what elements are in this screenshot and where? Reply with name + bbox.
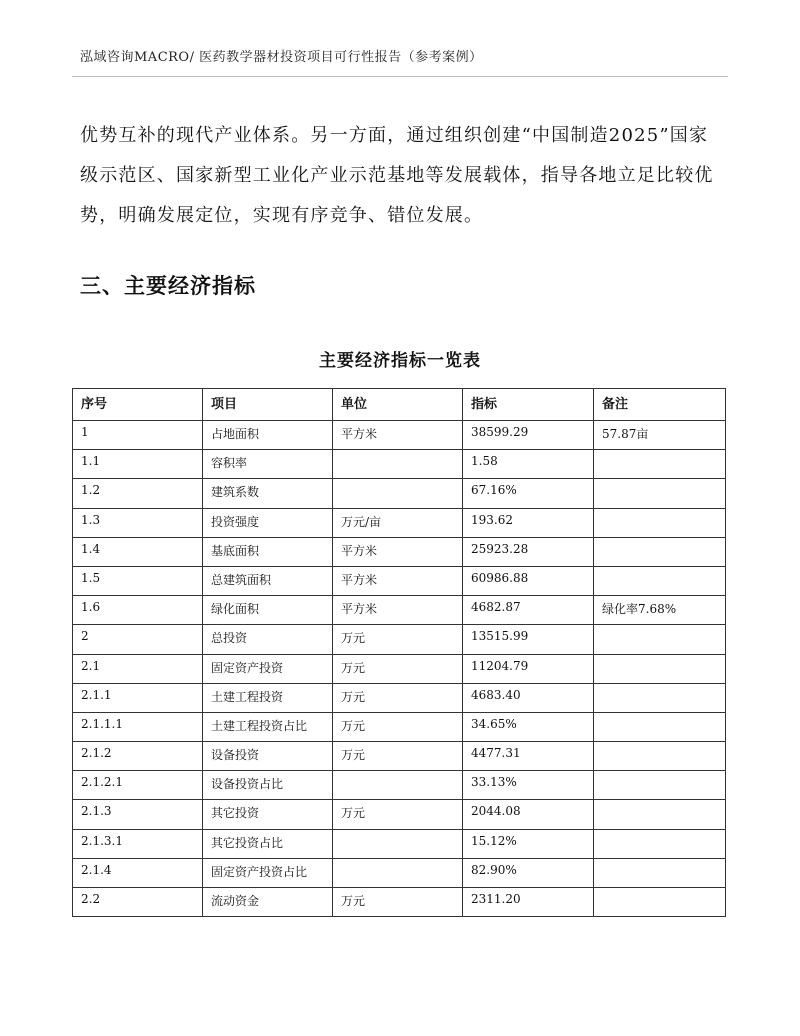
table-row (73, 888, 726, 917)
table-row (73, 450, 726, 479)
cell-index: 2.1.2.1 (73, 771, 203, 800)
cell-unit: 万元 (333, 683, 463, 712)
cell-value: 25923.28 (463, 537, 594, 566)
cell-item: 绿化面积 (203, 596, 333, 625)
table-row (73, 566, 726, 595)
table-row (73, 712, 726, 741)
cell-item: 固定资产投资占比 (203, 858, 333, 887)
cell-unit (333, 479, 463, 508)
cell-item: 总投资 (203, 625, 333, 654)
cell-unit: 万元 (333, 712, 463, 741)
cell-item: 固定资产投资 (203, 654, 333, 683)
cell-index: 1.5 (73, 566, 203, 595)
cell-remark (594, 771, 726, 800)
cell-value: 15.12% (463, 829, 594, 858)
cell-value: 4682.87 (463, 596, 594, 625)
cell-unit: 万元 (333, 888, 463, 917)
cell-item: 设备投资 (203, 742, 333, 771)
cell-unit: 平方米 (333, 566, 463, 595)
cell-unit (333, 450, 463, 479)
cell-index: 1 (73, 421, 203, 450)
cell-value: 11204.79 (463, 654, 594, 683)
cell-remark (594, 508, 726, 537)
cell-remark: 57.87亩 (594, 421, 726, 450)
cell-index: 2.1.1.1 (73, 712, 203, 741)
cell-item: 土建工程投资占比 (203, 712, 333, 741)
cell-index: 2.1.3.1 (73, 829, 203, 858)
cell-index: 1.2 (73, 479, 203, 508)
cell-unit: 万元 (333, 800, 463, 829)
cell-unit: 平方米 (333, 421, 463, 450)
cell-remark (594, 800, 726, 829)
cell-value: 34.65% (463, 712, 594, 741)
cell-remark (594, 683, 726, 712)
cell-value: 38599.29 (463, 421, 594, 450)
table-row (73, 858, 726, 887)
cell-value: 2044.08 (463, 800, 594, 829)
cell-remark (594, 742, 726, 771)
table-row (73, 625, 726, 654)
header-cell-unit: 单位 (333, 389, 463, 421)
cell-value: 33.13% (463, 771, 594, 800)
cell-unit: 万元 (333, 654, 463, 683)
cell-unit: 平方米 (333, 537, 463, 566)
cell-unit (333, 771, 463, 800)
cell-item: 流动资金 (203, 888, 333, 917)
header-cell-index: 序号 (73, 389, 203, 421)
body-paragraph: 优势互补的现代产业体系。另一方面，通过组织创建“中国制造2025”国家级示范区、国家新型工业化产业示范基地等发展载体，指导各地立足比较优势，明确发展定位，实现有序竞争、错位发展。 (80, 125, 714, 226)
table-row (73, 771, 726, 800)
cell-index: 1.4 (73, 537, 203, 566)
cell-index: 2.2 (73, 888, 203, 917)
cell-unit (333, 829, 463, 858)
cell-remark (594, 829, 726, 858)
cell-remark (594, 858, 726, 887)
cell-value: 4683.40 (463, 683, 594, 712)
cell-item: 建筑系数 (203, 479, 333, 508)
cell-item: 其它投资占比 (203, 829, 333, 858)
header-cell-remark: 备注 (594, 389, 726, 421)
table-row (73, 479, 726, 508)
cell-remark (594, 625, 726, 654)
cell-unit: 万元/亩 (333, 508, 463, 537)
table-row (73, 654, 726, 683)
cell-value: 4477.31 (463, 742, 594, 771)
section-heading: 三、主要经济指标 (80, 273, 256, 298)
cell-item: 总建筑面积 (203, 566, 333, 595)
cell-item: 容积率 (203, 450, 333, 479)
header-divider (72, 76, 728, 77)
cell-item: 设备投资占比 (203, 771, 333, 800)
cell-index: 2.1.1 (73, 683, 203, 712)
table-row (73, 421, 726, 450)
cell-item: 土建工程投资 (203, 683, 333, 712)
table-title: 主要经济指标一览表 (319, 351, 481, 371)
table-body (73, 421, 726, 917)
cell-index: 2.1.3 (73, 800, 203, 829)
cell-value: 2311.20 (463, 888, 594, 917)
cell-item: 基底面积 (203, 537, 333, 566)
cell-value: 67.16% (463, 479, 594, 508)
header-cell-item: 项目 (203, 389, 333, 421)
table-row (73, 508, 726, 537)
cell-item: 投资强度 (203, 508, 333, 537)
cell-unit: 万元 (333, 742, 463, 771)
cell-index: 2.1.2 (73, 742, 203, 771)
page-header: 泓域咨询MACRO/ 医药教学器材投资项目可行性报告（参考案例） (80, 50, 483, 65)
cell-index: 1.6 (73, 596, 203, 625)
table-header-row (73, 389, 726, 421)
cell-value: 13515.99 (463, 625, 594, 654)
table-row (73, 829, 726, 858)
cell-remark (594, 450, 726, 479)
cell-remark (594, 537, 726, 566)
cell-index: 1.1 (73, 450, 203, 479)
cell-item: 其它投资 (203, 800, 333, 829)
cell-remark (594, 712, 726, 741)
table-row (73, 537, 726, 566)
table-row (73, 596, 726, 625)
cell-value: 60986.88 (463, 566, 594, 595)
table-row (73, 800, 726, 829)
cell-value: 1.58 (463, 450, 594, 479)
economic-indicators-table (72, 388, 726, 917)
cell-unit: 万元 (333, 625, 463, 654)
cell-remark: 绿化率7.68% (594, 596, 726, 625)
cell-index: 2 (73, 625, 203, 654)
cell-index: 2.1 (73, 654, 203, 683)
cell-remark (594, 888, 726, 917)
cell-index: 2.1.4 (73, 858, 203, 887)
cell-unit: 平方米 (333, 596, 463, 625)
cell-remark (594, 654, 726, 683)
table-row (73, 683, 726, 712)
cell-remark (594, 479, 726, 508)
table-row (73, 742, 726, 771)
cell-index: 1.3 (73, 508, 203, 537)
cell-value: 82.90% (463, 858, 594, 887)
header-cell-value: 指标 (463, 389, 594, 421)
cell-value: 193.62 (463, 508, 594, 537)
cell-item: 占地面积 (203, 421, 333, 450)
cell-unit (333, 858, 463, 887)
cell-remark (594, 566, 726, 595)
